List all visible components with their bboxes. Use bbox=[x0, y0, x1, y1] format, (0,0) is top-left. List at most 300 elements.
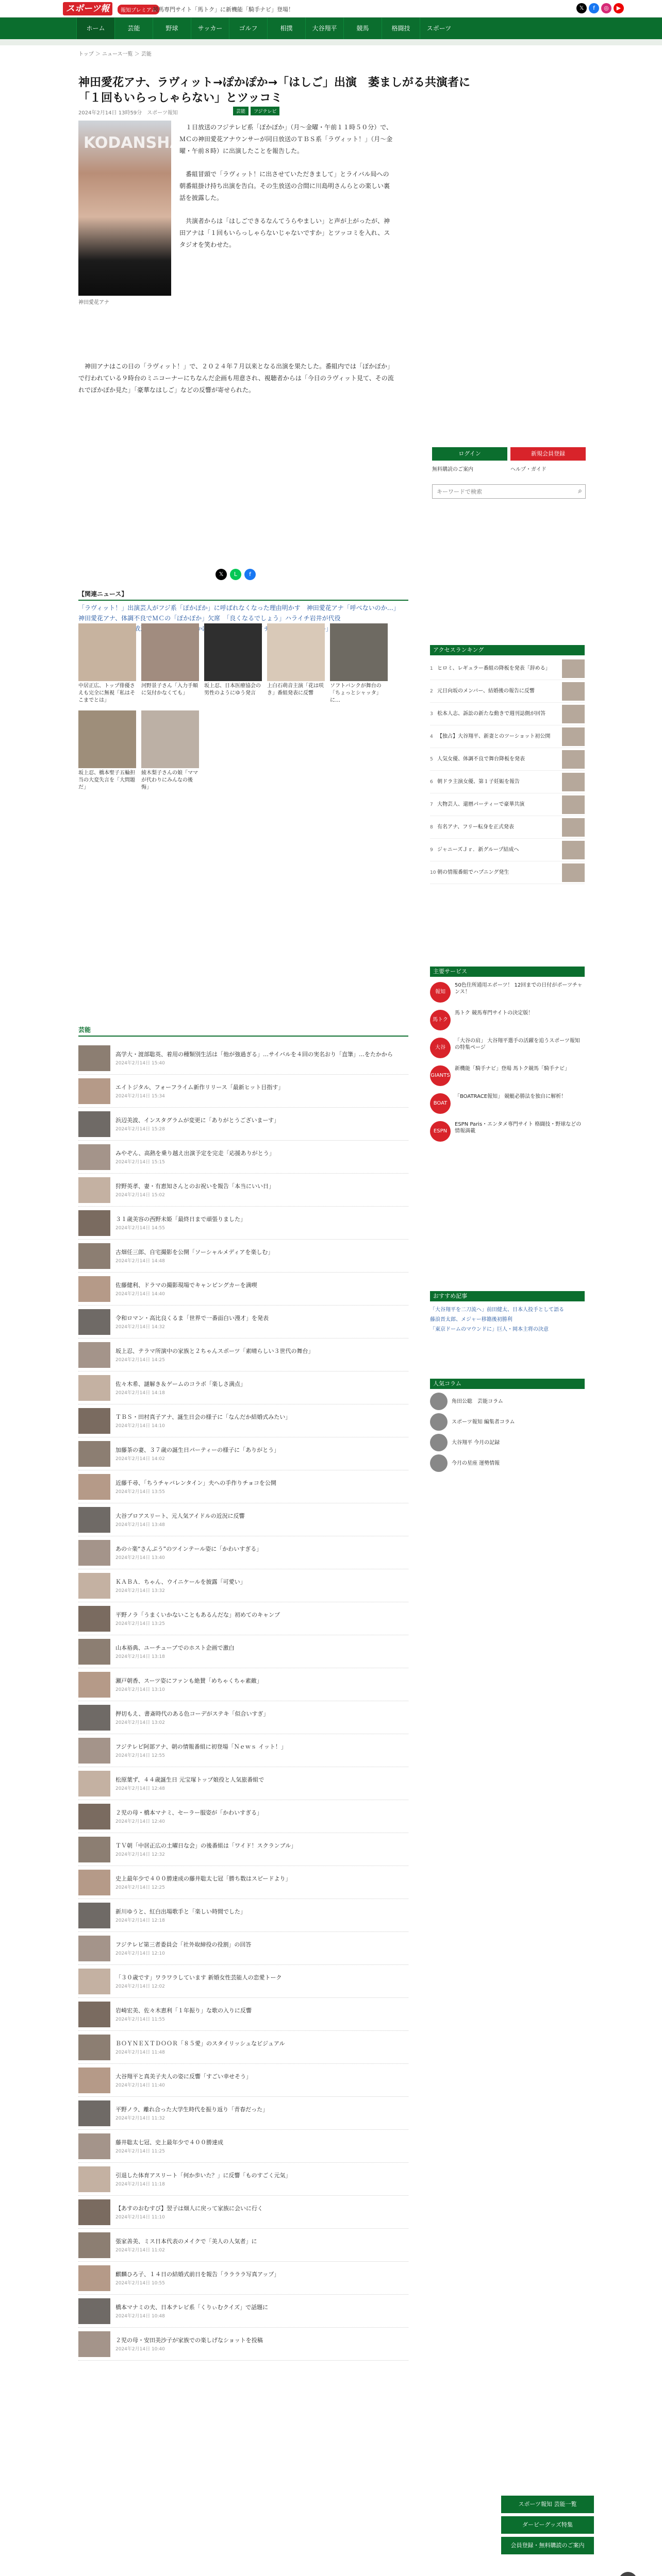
news-title: 【あすのおむすび】翌子は畑人に戻って家族に会いに行く bbox=[115, 2205, 263, 2212]
search-input[interactable] bbox=[433, 485, 567, 498]
ranking-text: 朝ドラ主演女優、第１子妊娠を報告 bbox=[437, 779, 520, 785]
news-item[interactable] bbox=[78, 1866, 408, 1899]
news-date: 2024年2月14日 14:32 bbox=[115, 1324, 165, 1330]
ranking-item[interactable] bbox=[430, 748, 585, 771]
news-title: 浜辺美波、インスタグラムが変更に「ありがとうございまーす」 bbox=[115, 1116, 280, 1124]
nav-item[interactable]: ホーム bbox=[76, 18, 114, 39]
news-image bbox=[78, 1375, 110, 1401]
news-title: 山本裕典、ユーチューブでのホスト企画で激白 bbox=[115, 1644, 235, 1651]
news-date: 2024年2月14日 11:48 bbox=[115, 2049, 165, 2055]
news-item[interactable] bbox=[78, 1602, 408, 1635]
news-image bbox=[78, 1903, 110, 1928]
related-thumbnails bbox=[78, 623, 408, 791]
news-item[interactable] bbox=[78, 1635, 408, 1668]
news-image bbox=[78, 1837, 110, 1862]
login-button[interactable]: ログイン bbox=[432, 447, 507, 461]
news-title: 佐々木希、謎解き＆ゲームのコラボ「楽しさ満点」 bbox=[115, 1380, 246, 1387]
news-title: 大谷翔平と真美子夫人の姿に反響「すごい幸せそう」 bbox=[115, 2073, 252, 2080]
news-item[interactable] bbox=[78, 1174, 408, 1207]
recommend-link[interactable]: 「東京ドームのマウンドに」巨人・岡本主将の決意 bbox=[430, 1327, 549, 1332]
news-image bbox=[78, 1639, 110, 1665]
news-item[interactable] bbox=[78, 1833, 408, 1866]
float-button[interactable]: スポーツ報知 芸能一覧 bbox=[501, 2496, 594, 2513]
news-title: あの☆楽“さんぷう”のツインテール姿に「かわいすぎる」 bbox=[115, 1545, 262, 1552]
news-image bbox=[78, 1276, 110, 1302]
section-heading: 芸能 bbox=[78, 1025, 408, 1037]
thumbnail-caption: 中居正広、トップ俳優さえも完全に無視「私はそこまでとは」 bbox=[78, 683, 135, 703]
search-icon[interactable]: ⌕ bbox=[578, 487, 582, 495]
news-image bbox=[78, 2002, 110, 2027]
news-item[interactable] bbox=[78, 1273, 408, 1306]
news-date: 2024年2月14日 11:02 bbox=[115, 2247, 165, 2253]
nav-item[interactable]: 大谷翔平 bbox=[305, 18, 343, 39]
column-text: スポーツ報知 編集者コラム bbox=[452, 1419, 515, 1425]
article-tag[interactable]: 芸能 bbox=[233, 107, 249, 115]
news-date: 2024年2月14日 13:48 bbox=[115, 1522, 165, 1528]
service-item[interactable] bbox=[430, 1090, 585, 1118]
news-image bbox=[78, 2067, 110, 2093]
line-icon[interactable]: L bbox=[230, 569, 241, 580]
float-button[interactable]: ダービーグッズ特集 bbox=[501, 2516, 594, 2534]
news-title: 新川ゆうと、紅白出場歌手と「楽しい時間でした」 bbox=[115, 1908, 246, 1915]
column-text: 角田公聡 芸能コラム bbox=[452, 1398, 503, 1404]
news-date: 2024年2月14日 10:48 bbox=[115, 2313, 165, 2319]
service-icon: 大谷 bbox=[430, 1038, 451, 1058]
news-title: 平野ノラ「うまくいかないこともあるんだな」初めてのキャンプ bbox=[115, 1611, 280, 1618]
service-item[interactable] bbox=[430, 1062, 585, 1090]
register-button[interactable]: 新規会員登録 bbox=[510, 447, 586, 461]
geinou-section bbox=[78, 1025, 408, 1037]
news-item[interactable] bbox=[78, 2031, 408, 2064]
news-item[interactable] bbox=[78, 1767, 408, 1800]
news-date: 2024年2月14日 11:25 bbox=[115, 2148, 165, 2154]
avatar bbox=[430, 1393, 448, 1410]
thumbnail-image bbox=[78, 710, 136, 768]
news-title: フジテレビ阿部アナ、朝の情報番組に初登場「Ｎｅｗｓ イット！」 bbox=[115, 1743, 287, 1750]
news-title: ３１歳美容の西野未姫「最終日まで頑張りました」 bbox=[115, 1215, 246, 1223]
ranking-item[interactable] bbox=[430, 861, 585, 884]
article-photo[interactable] bbox=[78, 121, 182, 296]
news-item[interactable] bbox=[78, 2064, 408, 2097]
thumbnail-image bbox=[141, 623, 199, 681]
ranking-text: 元日向坂のメンバー、結婚後の報告に反響 bbox=[437, 688, 535, 694]
thumbnail-image bbox=[330, 623, 388, 681]
search-box bbox=[432, 484, 586, 499]
news-date: 2024年2月14日 14:55 bbox=[115, 1225, 165, 1231]
news-date: 2024年2月14日 11:10 bbox=[115, 2214, 165, 2220]
news-item[interactable] bbox=[78, 1800, 408, 1833]
related-link[interactable]: 神田愛花アナ、体調不良でＭＣの「ぽかぽか」欠席 「良くなるでしょう」ハライチ岩井が代役 bbox=[78, 615, 341, 622]
main-nav bbox=[0, 18, 662, 39]
news-title: 松原葉ず、４４歳誕生日 元宝塚トップ娘役と人気旅番組で bbox=[115, 1776, 264, 1783]
news-title: 史上最年少で４００勝達成の藤井聡太七冠「勝ち数はスピードより」 bbox=[115, 1875, 291, 1882]
ranking-image bbox=[562, 682, 585, 701]
related-heading: 【関連ニュース】 bbox=[78, 589, 408, 601]
news-title: 引退した体育アスリート「何か歩いた？」に反響「ものすごく元気」 bbox=[115, 2172, 291, 2179]
ranking-item[interactable] bbox=[430, 680, 585, 703]
column-item[interactable] bbox=[430, 1432, 585, 1453]
ranking-number: 2 bbox=[430, 688, 433, 694]
header-ticker[interactable]: 競馬専門サイト「馬トク」に新機能「騎手ナビ」登場！ bbox=[153, 6, 294, 13]
news-title: 橋本マナミの夫、日本テレビ系「くりぃむクイズ」で話題に bbox=[115, 2303, 269, 2311]
news-item[interactable] bbox=[78, 2262, 408, 2295]
news-image bbox=[78, 2166, 110, 2192]
thumbnail-card[interactable] bbox=[78, 623, 136, 704]
news-image bbox=[78, 2100, 110, 2126]
news-title: 高学大・渡部聡英、着用の種類別生活は「他が強過ぎる」…サイバルを４回の実名おり「直筆」…をたかから bbox=[115, 1050, 393, 1058]
floating-buttons bbox=[501, 2496, 594, 2557]
news-image bbox=[78, 1870, 110, 1895]
thumbnail-card[interactable] bbox=[78, 710, 136, 791]
news-image bbox=[78, 1441, 110, 1467]
news-item[interactable] bbox=[78, 2229, 408, 2262]
news-item[interactable] bbox=[78, 1437, 408, 1470]
news-item[interactable] bbox=[78, 1899, 408, 1932]
news-item[interactable] bbox=[78, 1240, 408, 1273]
news-image bbox=[78, 2331, 110, 2357]
help-link[interactable]: ヘルプ・ガイド bbox=[510, 467, 547, 472]
news-item[interactable] bbox=[78, 1569, 408, 1602]
avatar bbox=[430, 1454, 448, 1472]
article-tag[interactable]: フジテレビ bbox=[251, 107, 279, 115]
ranking-text: 朝の情報番組でハプニング発生 bbox=[437, 870, 509, 875]
news-title: ＴＶ朝「中居正広の土曜日な会」の後番組は「ワイド！スクランブル」 bbox=[115, 1842, 297, 1849]
service-icon: 報知 bbox=[430, 982, 451, 1003]
recommend-heading: おすすめ記事 bbox=[430, 1291, 585, 1301]
top-header bbox=[0, 0, 662, 18]
news-item[interactable] bbox=[78, 1536, 408, 1569]
nav-item[interactable]: 格闘技 bbox=[382, 18, 420, 39]
news-date: 2024年2月14日 11:40 bbox=[115, 2082, 165, 2088]
news-image bbox=[78, 1342, 110, 1368]
ranking-text: 有名アナ、フリー転身を正式発表 bbox=[437, 824, 514, 830]
ranking-item[interactable] bbox=[430, 703, 585, 725]
sub-nav-strip bbox=[0, 39, 662, 45]
thumbnail-card[interactable] bbox=[141, 710, 199, 791]
photo-watermark: KODANSHA bbox=[84, 134, 182, 152]
news-image bbox=[78, 1309, 110, 1335]
ranking-image bbox=[562, 863, 585, 882]
news-title: 坂上忍、テラマ所演中の家族と２ちゃんスポーツ「素晴らしい３世代の舞台」 bbox=[115, 1347, 314, 1354]
news-image bbox=[78, 1474, 110, 1500]
news-item[interactable] bbox=[78, 2163, 408, 2196]
ranking-number: 7 bbox=[430, 802, 433, 807]
service-icon: 馬トク bbox=[430, 1010, 451, 1030]
service-heading: 主要サービス bbox=[430, 967, 585, 977]
thumbnail-caption: 綾木梨子さんの娘「ママが代わりにみんなの後悔」 bbox=[141, 770, 198, 790]
news-item[interactable] bbox=[78, 2130, 408, 2163]
ranking-text: 松本人志、訴訟の新たな動きで週刊誌側が回答 bbox=[437, 711, 545, 717]
subscribe-link[interactable]: 無料購読のご案内 bbox=[432, 467, 473, 472]
thumbnail-card[interactable] bbox=[267, 623, 325, 704]
news-date: 2024年2月14日 12:40 bbox=[115, 1819, 165, 1824]
premium-badge[interactable]: 報知プレミアム bbox=[118, 5, 159, 14]
ranking-item[interactable] bbox=[430, 771, 585, 793]
news-title: 平野ノラ、離れ合った大学生時代を振り返り「青春だった」 bbox=[115, 2106, 269, 2113]
column-text: 今月の星座 運勢情報 bbox=[452, 1460, 500, 1466]
news-title: ＢＯＹＮＥＸＴＤＯＯＲ「８５愛」のスタイリッシュなビジュアル bbox=[115, 2040, 285, 2047]
x-icon[interactable]: 𝕏 bbox=[216, 569, 227, 580]
news-title: ＴＢＳ・田村真子アナ、誕生日会の様子に「なんだか結婚式みたい」 bbox=[115, 1413, 291, 1420]
ranking-item[interactable] bbox=[430, 839, 585, 861]
thumbnail-caption: ソフトバンクが舞台の「ちょっとシャッタ」に… bbox=[330, 683, 382, 703]
column-item[interactable] bbox=[430, 1391, 585, 1412]
news-date: 2024年2月14日 13:18 bbox=[115, 1654, 165, 1659]
news-title: 近藤千尋、「ちうチャバレンタイン」夫への手作りチョコを公開 bbox=[115, 1479, 276, 1486]
service-icon: BOAT bbox=[430, 1093, 451, 1114]
service-item[interactable] bbox=[430, 1118, 585, 1146]
news-image bbox=[78, 1936, 110, 1961]
news-date: 2024年2月14日 12:32 bbox=[115, 1852, 165, 1857]
news-item[interactable] bbox=[78, 2196, 408, 2229]
news-title: フジテレビ第三者委員会「社外取締役の役割」の回答 bbox=[115, 1941, 252, 1948]
news-title: 「３０歳です」ワラワラしています 新婚女性芸能人の恋愛トーク bbox=[115, 1974, 282, 1981]
nav-item[interactable]: 相撲 bbox=[267, 18, 305, 39]
thumbnail-card[interactable] bbox=[330, 623, 388, 704]
recommend-link[interactable]: 「大谷翔平を二刀流へ」前田健太、日本人投手として語る bbox=[430, 1307, 564, 1313]
news-item[interactable] bbox=[78, 1371, 408, 1404]
ranking-text: ヒロミ、レギュラー番組の降板を発表「辞める」 bbox=[437, 666, 551, 671]
news-image bbox=[78, 1210, 110, 1236]
news-image bbox=[78, 1705, 110, 1731]
ranking-image bbox=[562, 750, 585, 769]
recommend-list bbox=[430, 1303, 585, 1336]
facebook-icon[interactable]: f bbox=[589, 3, 599, 13]
service-text: 「大谷の肩」 大谷翔平選手の活躍を追うスポーツ報知の特集ページ bbox=[455, 1038, 580, 1050]
news-title: エイトジタル、フォーフライム新作リリース「最新ヒット目指す」 bbox=[115, 1083, 284, 1091]
news-date: 2024年2月14日 15:15 bbox=[115, 1159, 165, 1165]
news-date: 2024年2月14日 12:55 bbox=[115, 1753, 165, 1758]
news-title: 狩野英孝、妻・有恵知さんとのお祝いを報告「本当にいい日」 bbox=[115, 1182, 274, 1190]
news-image bbox=[78, 1507, 110, 1533]
thumbnail-card[interactable] bbox=[141, 623, 199, 704]
service-item[interactable] bbox=[430, 1035, 585, 1062]
news-title: 古畑任三郎、自宅撮影を公開「ソーシャルメディアを楽しむ」 bbox=[115, 1248, 274, 1256]
news-title: ２児の母・安田美沙子が家族での楽しげなショットを投稿 bbox=[115, 2336, 263, 2344]
column-text: 大谷翔平 今月の記録 bbox=[452, 1439, 500, 1446]
news-image bbox=[78, 1111, 110, 1137]
article-date: 2024年2月14日 13時59分 スポーツ報知 bbox=[78, 110, 178, 116]
news-date: 2024年2月14日 11:32 bbox=[115, 2115, 165, 2121]
news-date: 2024年2月14日 15:28 bbox=[115, 1126, 165, 1132]
news-date: 2024年2月14日 10:40 bbox=[115, 2346, 165, 2352]
news-image bbox=[78, 1408, 110, 1434]
news-title: 令和ロマン・高比良くるま「世界で一番面白い漫才」を発表 bbox=[115, 1314, 269, 1321]
ranking-image bbox=[562, 773, 585, 791]
article-body bbox=[179, 122, 394, 262]
news-date: 2024年2月14日 12:02 bbox=[115, 1984, 165, 1989]
news-item[interactable] bbox=[78, 1998, 408, 2031]
news-date: 2024年2月14日 14:02 bbox=[115, 1456, 165, 1462]
news-image bbox=[78, 1243, 110, 1269]
news-item[interactable] bbox=[78, 1042, 408, 1075]
breadcrumb[interactable]: トップ ＞ ニュース一覧 ＞ 芸能 bbox=[78, 52, 152, 57]
ranking-item[interactable] bbox=[430, 793, 585, 816]
nav-item[interactable]: サッカー bbox=[191, 18, 229, 39]
nav-item[interactable]: 芸能 bbox=[114, 18, 153, 39]
thumbnail-image bbox=[78, 623, 136, 681]
ranking-text: 大物芸人、還暦パーティーで豪華共演 bbox=[437, 802, 525, 807]
news-item[interactable] bbox=[78, 1668, 408, 1701]
related-link[interactable]: 「ラヴィット！」出演芸人がフジ系「ぽかぽか」に呼ばれなくなった理由明かす 神田愛花アナ「呼べないのか…」 bbox=[78, 604, 400, 612]
float-button[interactable]: 会員登録・無料購読のご案内 bbox=[501, 2537, 594, 2554]
photo-caption: 神田愛花アナ bbox=[78, 300, 109, 306]
thumbnail-image bbox=[141, 710, 199, 768]
service-icon: ESPN bbox=[430, 1121, 451, 1142]
news-list bbox=[78, 1042, 408, 2361]
article-paragraph: 番組冒頭で「ラヴィット！に出させていただきまして」とライバル局への朝番組掛け持ち出演を告白。その生放送の合間に川島明さんらとの楽しい裏話を披露した。 bbox=[179, 171, 390, 201]
service-text: 新機能「騎手ナビ」登場 馬トク競馬「騎手ナビ」 bbox=[455, 1066, 570, 1072]
news-title: 岩崎宏美、佐々木恵利「１年振り」な歌の入りに反響 bbox=[115, 2007, 252, 2014]
news-item[interactable] bbox=[78, 1701, 408, 1734]
news-item[interactable] bbox=[78, 1306, 408, 1338]
nav-item[interactable]: 競馬 bbox=[343, 18, 382, 39]
service-icon: GIANTS bbox=[430, 1065, 451, 1086]
ranking-text: 人気女優、体調不良で舞台降板を発表 bbox=[437, 756, 525, 762]
ranking-heading: アクセスランキング bbox=[430, 645, 585, 655]
ranking-item[interactable] bbox=[430, 725, 585, 748]
news-title: ＫＡＢＡ．ちゃん、ウイニケールを披露「可愛い」 bbox=[115, 1578, 246, 1585]
service-text: 馬トク 競馬専門サイトの決定版！ bbox=[455, 1010, 534, 1016]
thumbnail-card[interactable] bbox=[204, 623, 262, 704]
news-image bbox=[78, 2265, 110, 2291]
news-image bbox=[78, 1969, 110, 1994]
news-date: 2024年2月14日 14:40 bbox=[115, 1291, 165, 1297]
nav-item[interactable]: 野球 bbox=[153, 18, 191, 39]
ranking-image bbox=[562, 659, 585, 678]
service-item[interactable] bbox=[430, 1007, 585, 1035]
news-date: 2024年2月14日 12:18 bbox=[115, 1918, 165, 1923]
column-list bbox=[430, 1391, 585, 1473]
x-icon[interactable]: 𝕏 bbox=[576, 3, 587, 13]
news-date: 2024年2月14日 14:10 bbox=[115, 1423, 165, 1429]
ranking-number: 8 bbox=[430, 824, 433, 830]
ranking-image bbox=[562, 818, 585, 837]
news-image bbox=[78, 1045, 110, 1071]
news-item[interactable] bbox=[78, 1503, 408, 1536]
news-title: 大谷プロアスリート、元人気アイドルの近況に反響 bbox=[115, 1512, 245, 1519]
news-item[interactable] bbox=[78, 1965, 408, 1998]
back-to-top-button[interactable] bbox=[619, 2572, 637, 2576]
thumbnail-caption: 河野景子さん「入力手順に気付かなくても」 bbox=[141, 683, 198, 696]
news-item[interactable] bbox=[78, 1108, 408, 1141]
ranking-number: 5 bbox=[430, 756, 433, 762]
ranking-item[interactable] bbox=[430, 816, 585, 839]
news-item[interactable] bbox=[78, 1141, 408, 1174]
column-heading: 人気コラム bbox=[430, 1379, 585, 1389]
thumbnail-caption: 坂上忍、橋本聖子五輪担当の大変失言を「大問題だ」 bbox=[78, 770, 135, 790]
news-item[interactable] bbox=[78, 1404, 408, 1437]
news-title: 加藤茶の妻、３７歳の誕生日パーティーの様子に「ありがとう」 bbox=[115, 1446, 280, 1453]
news-date: 2024年2月14日 12:25 bbox=[115, 1885, 165, 1890]
news-date: 2024年2月14日 15:02 bbox=[115, 1192, 165, 1198]
ranking-number: 1 bbox=[430, 666, 433, 671]
thumbnail-image bbox=[267, 623, 325, 681]
news-date: 2024年2月14日 14:48 bbox=[115, 1258, 165, 1264]
news-date: 2024年2月14日 12:48 bbox=[115, 1786, 165, 1791]
news-date: 2024年2月14日 13:40 bbox=[115, 1555, 165, 1561]
youtube-icon[interactable]: ▶ bbox=[614, 3, 624, 13]
news-date: 2024年2月14日 10:55 bbox=[115, 2280, 165, 2286]
nav-item[interactable]: ゴルフ bbox=[229, 18, 267, 39]
news-date: 2024年2月14日 14:25 bbox=[115, 1357, 165, 1363]
ranking-image bbox=[562, 841, 585, 859]
news-image bbox=[78, 2133, 110, 2159]
news-date: 2024年2月14日 14:18 bbox=[115, 1390, 165, 1396]
news-item[interactable] bbox=[78, 2295, 408, 2328]
login-box bbox=[432, 447, 586, 478]
news-title: ２児の母・橋本マナミ、セーラー服姿が「かわいすぎる」 bbox=[115, 1809, 263, 1816]
ranking-item[interactable] bbox=[430, 657, 585, 680]
news-item[interactable] bbox=[78, 1075, 408, 1108]
service-text: ESPN Paris・エンタメ専門サイト 格闘技・野球などの情報満載 bbox=[455, 1122, 582, 1134]
thumbnail-caption: 上白石萌音主演「花は咲き」番組発表に反響 bbox=[267, 683, 324, 696]
ranking-image bbox=[562, 705, 585, 723]
news-date: 2024年2月14日 11:18 bbox=[115, 2181, 165, 2187]
news-item[interactable] bbox=[78, 1207, 408, 1240]
news-item[interactable] bbox=[78, 1338, 408, 1371]
news-image bbox=[78, 1144, 110, 1170]
news-title: みやぞん、高熱を乗り越え出演予定を完走「応援ありがとう」 bbox=[115, 1149, 275, 1157]
news-title: 瀬戸朝香、スーツ姿にファンも絶賛「めちゃくちゃ素敵」 bbox=[115, 1677, 262, 1684]
avatar bbox=[430, 1434, 448, 1451]
news-item[interactable] bbox=[78, 1932, 408, 1965]
ranking-number: 10 bbox=[430, 870, 436, 875]
article-paragraph: １日放送のフジテレビ系「ぽかぽか」（月～金曜・午前１１時５０分）で、ＭＣの神田愛花アナウンサーが同日放送のＴＢＳ系「ラヴィット！」（月～金曜・午前８時）に出演したことを報告した。 bbox=[179, 124, 393, 155]
service-text: 「BOATRACE報知」 競艇必勝法を独自に解析！ bbox=[455, 1094, 567, 1099]
service-list bbox=[430, 979, 585, 1146]
site-logo[interactable]: スポーツ報 bbox=[63, 2, 112, 15]
news-date: 2024年2月14日 15:34 bbox=[115, 1093, 165, 1099]
article-title: 神田愛花アナ、ラヴィット→ぽかぽか→「はしご」出演 萎ましがる共演者に「１回もいらっしゃらない」とツッコミ bbox=[78, 76, 471, 105]
news-image bbox=[78, 1738, 110, 1764]
news-date: 2024年2月14日 13:02 bbox=[115, 1720, 165, 1725]
news-item[interactable] bbox=[78, 1470, 408, 1503]
news-image bbox=[78, 1672, 110, 1698]
news-title: 佐藤健利、ドラマの撮影現場でキャンピングカーを満喫 bbox=[115, 1281, 257, 1289]
article-paragraph: 共演者からは「はしごできるなんてうらやましい」と声が上がったが、神田アナは「１回もいらっしゃらないじゃないですか」とツッコミを入れ、スタジオを笑わせた。 bbox=[179, 217, 390, 248]
news-image bbox=[78, 1573, 110, 1599]
service-item[interactable] bbox=[430, 979, 585, 1007]
recommend-link[interactable]: 藤浪晋太郎、メジャー移籍後初勝利 bbox=[430, 1317, 512, 1323]
facebook-icon[interactable]: f bbox=[244, 569, 256, 580]
ranking-number: 9 bbox=[430, 847, 433, 853]
ranking-image bbox=[562, 727, 585, 746]
news-date: 2024年2月14日 15:40 bbox=[115, 1060, 165, 1066]
ranking-image bbox=[562, 795, 585, 814]
news-date: 2024年2月14日 11:55 bbox=[115, 2016, 165, 2022]
news-title: 張家善美、ミス日本代表のメイクで「美人の人気者」に bbox=[115, 2238, 257, 2245]
news-item[interactable] bbox=[78, 2097, 408, 2130]
instagram-icon[interactable]: ◎ bbox=[601, 3, 611, 13]
news-image bbox=[78, 1177, 110, 1203]
news-title: 麒麟ひろ子、１４日の結婚式前日を報告「ララララ写真アップ」 bbox=[115, 2270, 280, 2278]
news-item[interactable] bbox=[78, 1734, 408, 1767]
ranking-text: ジャニーズＪｒ．新グループ結成へ bbox=[437, 847, 519, 853]
ranking-number: 4 bbox=[430, 734, 433, 739]
news-item[interactable] bbox=[78, 2328, 408, 2361]
article-paragraph: 神田アナはこの日の「ラヴィット！」で、２０２４年７月以来となる出演を果たした。番組内では「ぽかぽか」で行われている９時台のミニコーナーにちなんだ企画も用意され、視聴者からは「今日のラヴィット見て、その流れでぽかぽか見た」「豪華なはしご」などの反響が寄せられた。 bbox=[78, 363, 394, 394]
column-item[interactable] bbox=[430, 1453, 585, 1473]
nav-item[interactable]: スポーツ bbox=[420, 18, 458, 39]
news-image bbox=[78, 1078, 110, 1104]
news-image bbox=[78, 1606, 110, 1632]
column-item[interactable] bbox=[430, 1412, 585, 1432]
news-image bbox=[78, 2199, 110, 2225]
news-date: 2024年2月14日 13:25 bbox=[115, 1621, 165, 1626]
news-image bbox=[78, 2035, 110, 2060]
news-image bbox=[78, 1804, 110, 1829]
